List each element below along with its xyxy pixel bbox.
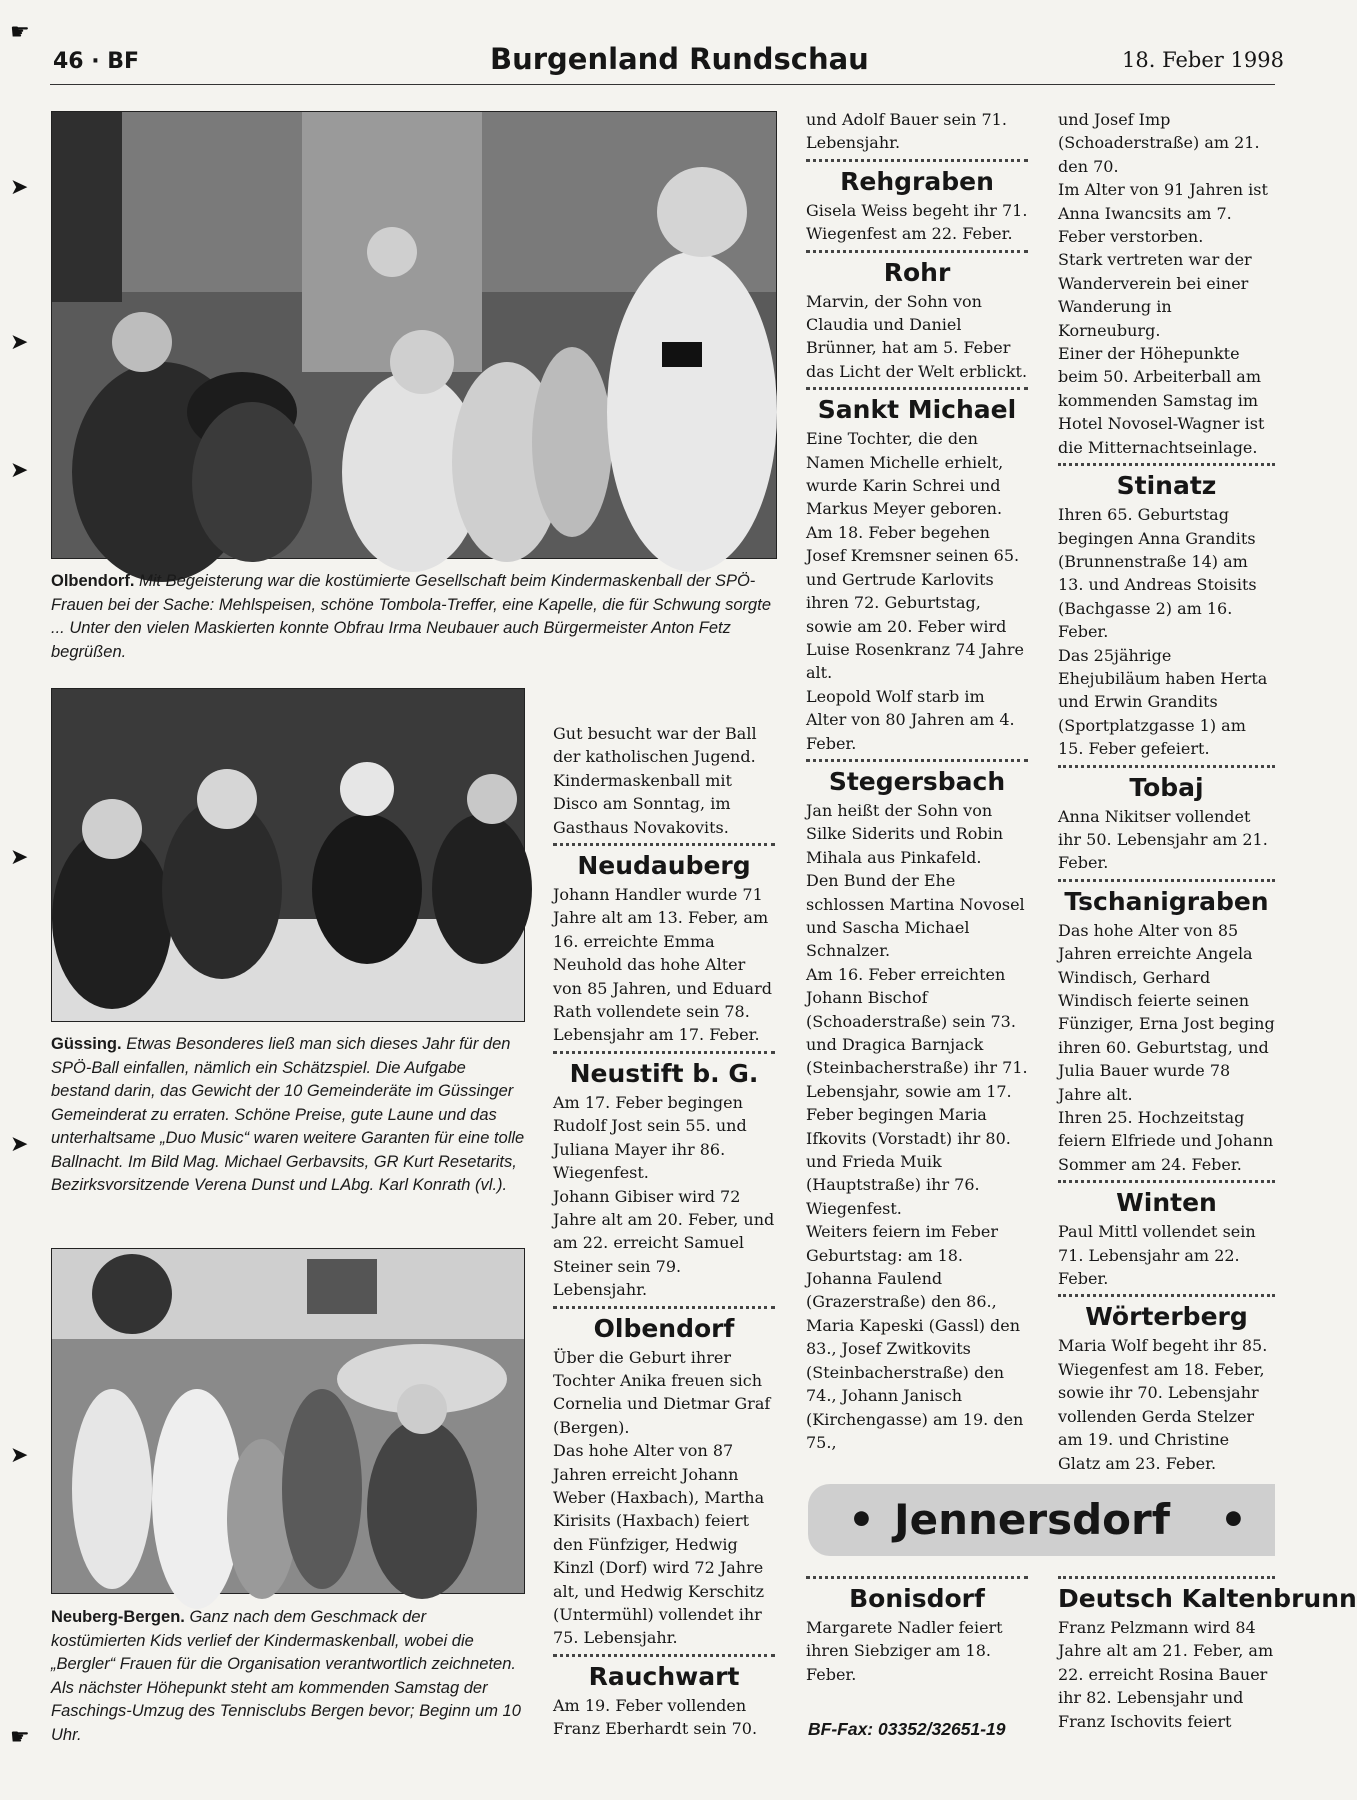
section-heading: Tschanigraben	[1064, 886, 1269, 916]
section-continuation	[1058, 108, 1275, 459]
section-heading: Stegersbach	[828, 766, 1006, 796]
punch-mark-icon: ➤	[10, 330, 29, 355]
section-olbendorf	[553, 1306, 775, 1650]
dotted-divider	[806, 1576, 1028, 1579]
section-rehgraben	[806, 159, 1028, 246]
news-paragraph: Anna Nikitser vollendet ihr 50. Lebensjahr am 21. Feber.	[1058, 806, 1268, 873]
section-heading: Sankt Michael	[817, 395, 1017, 425]
news-paragraph: und Josef Imp (Schoaderstraße) am 21. den 70.	[1058, 110, 1260, 176]
news-column-deutsch-kaltenbrunn	[1058, 1572, 1357, 1752]
news-paragraph: Ihren 25. Hochzeitstag feiern Elfriede und Johann Sommer am 24. Feber.	[1058, 1108, 1274, 1174]
news-paragraph: Am 18. Feber begehen Josef Kremsner seinen 65. und Gertrude Karlovits ihren 72. Geburtstag, sowie am 20. Feber wird Luise Rosenkranz 74 Jahre alt.	[806, 522, 1024, 683]
page-header	[50, 40, 1284, 85]
section-worterberg	[1058, 1294, 1275, 1474]
caption-text: Mit Begeisterung war die kostümierte Gesellschaft beim Kindermaskenball der SPÖ-Frauen bei der Sache: Mehlspeisen, schöne Tombola-Treffer, eine Kapelle, die für Schwung sorgte ... Unter den vielen Maskierten konnte Obfrau Irma Neubauer auch Bürgermeister Anton Fetz begrüßen.	[51, 572, 771, 661]
news-paragraph: Leopold Wolf starb im Alter von 80 Jahren am 4. Feber.	[806, 686, 1015, 753]
dotted-divider	[806, 387, 1028, 390]
section-heading: Rohr	[883, 257, 951, 287]
news-paragraph: Maria Wolf begeht ihr 85. Wiegenfest am 18. Feber, sowie ihr 70. Lebensjahr vollenden Gerda Stelzer am 19. und Christine Glatz am 23. Feber.	[1058, 1336, 1268, 1473]
section-heading: Rehgraben	[840, 166, 994, 196]
news-paragraph: Paul Mittl vollendet sein 71. Lebensjahr am 22. Feber.	[1058, 1222, 1256, 1289]
news-paragraph: Ihren 65. Geburtstag begingen Anna Grandits (Brunnenstraße 14) am 13. und Andreas Stoisits (Bachgasse 2) am 16. Feber.	[1058, 505, 1257, 642]
section-neudauberg	[553, 843, 775, 1047]
news-paragraph: Im Alter von 91 Jahren ist Anna Iwancsits am 7. Feber verstorben.	[1058, 180, 1268, 247]
dotted-divider	[553, 1654, 775, 1657]
caption-text: Ganz nach dem Geschmack der kostümierten Kids verlief der Kindermaskenball, wobei die „Bergler“ Frauen für die Organisation verantwortlich zeichneten. Als nächster Höhepunkt steht am kommenden Samstag der Faschings-Umzug des Tennisclubs Bergen bevor; Beginn um 10 Uhr.	[51, 1608, 521, 1744]
news-column-bonisdorf	[806, 1572, 1028, 1712]
news-paragraph: Das hohe Alter von 85 Jahren erreichte Angela Windisch, Gerhard Windisch feierte seinen Fünziger, Erna Jost beging ihren 60. Geburtstag, und Julia Bauer wurde 78 Jahre alt.	[1058, 920, 1275, 1104]
section-heading: Wörterberg	[1085, 1302, 1248, 1332]
caption-guessing	[51, 1033, 525, 1198]
caption-place: Neuberg-Bergen.	[51, 1608, 185, 1626]
section-heading: Neudauberg	[577, 851, 751, 881]
punch-mark-icon: ☛	[10, 20, 30, 45]
punch-mark-icon: ➤	[10, 845, 29, 870]
section-heading: Winten	[1116, 1188, 1217, 1218]
news-column-1	[553, 722, 775, 1739]
section-continuation	[806, 108, 1028, 155]
news-paragraph: Johann Gibiser wird 72 Jahre alt am 20. Feber, und am 22. erreicht Samuel Steiner sein 79. Lebensjahr.	[553, 1186, 775, 1300]
photo-neuberg-bergen-kids	[51, 1248, 525, 1594]
caption-olbendorf	[51, 570, 777, 664]
punch-mark-icon: ➤	[10, 1443, 29, 1468]
dotted-divider	[553, 843, 775, 846]
news-paragraph: Weiters feiern im Feber Geburtstag: am 18. Johanna Faulend (Grazerstraße) den 86., Maria Kapeski (Gassl) den 83., Josef Zwitkovits (Steinbacherstraße) den 74., Johann Janisch (Kirchengasse) am 19. den 75.,	[806, 1222, 1024, 1452]
dotted-divider	[1058, 463, 1275, 466]
news-paragraph: Jan heißt der Sohn von Silke Siderits und Robin Mihala aus Pinkafeld.	[806, 800, 1004, 867]
news-paragraph: Eine Tochter, die den Namen Michelle erhielt, wurde Karin Schrei und Markus Meyer geboren.	[806, 429, 1004, 519]
section-stinatz	[1058, 463, 1275, 760]
section-stegersbach	[806, 759, 1028, 1454]
fax-number: BF-Fax: 03352/32651-19	[808, 1719, 1006, 1739]
dotted-divider	[806, 159, 1028, 162]
photo-guessing-spoe-ball	[51, 688, 525, 1022]
section-tschanigraben	[1058, 879, 1275, 1176]
section-tobaj	[1058, 765, 1275, 875]
section-neustift-b-g	[553, 1051, 775, 1302]
dotted-divider	[1058, 1294, 1275, 1297]
news-paragraph: Gut besucht war der Ball der katholischen Jugend. Kindermaskenball mit Disco am Sonntag, im Gasthaus Novakovits.	[553, 724, 757, 837]
page-number: 46 · BF	[53, 49, 140, 74]
newspaper-title: Burgenland Rundschau	[490, 42, 869, 76]
section-heading: Bonisdorf	[849, 1584, 985, 1613]
section-heading: Olbendorf	[593, 1313, 735, 1343]
dotted-divider	[1058, 879, 1275, 882]
punch-mark-icon: ☛	[10, 1725, 30, 1750]
punch-mark-icon: ➤	[10, 458, 29, 483]
section-rauchwart	[553, 1654, 775, 1741]
dotted-divider	[806, 250, 1028, 253]
caption-place: Olbendorf.	[51, 572, 135, 590]
photo-olbendorf-masked-ball	[51, 111, 777, 559]
region-banner-jennersdorf	[808, 1484, 1275, 1556]
banner-bullet: •	[1220, 1495, 1247, 1544]
banner-title: Jennersdorf	[894, 1495, 1171, 1544]
caption-text: Etwas Besonderes ließ man sich dieses Jahr für den SPÖ-Ball einfallen, nämlich ein Schätzspiel. Die Aufgabe bestand darin, das Gewicht der 10 Gemeinderäte im Güssinger Gemeinderat zu erraten. Schöne Preise, gute Laune und das unterhaltsame „Duo Music“ waren weitere Garanten für eine tolle Ballnacht. Im Bild Mag. Michael Gerbavsits, GR Kurt Resetarits, Bezirksvorsitzende Verena Dunst und LAbg. Karl Konrath (vl.).	[51, 1035, 525, 1194]
news-paragraph: Franz Pelzmann wird 84 Jahre alt am 21. Feber, am 22. erreicht Rosina Bauer ihr 82. Lebensjahr und Franz Ischovits feiert	[1058, 1618, 1274, 1731]
section-heading: Tobaj	[1129, 772, 1204, 802]
news-paragraph: Margarete Nadler feiert ihren Siebziger am 18. Feber.	[806, 1618, 1003, 1684]
section-winten	[1058, 1180, 1275, 1290]
news-paragraph: Am 17. Feber begingen Rudolf Jost sein 55. und Juliana Mayer ihr 86. Wiegenfest.	[553, 1092, 747, 1183]
section-continuation	[553, 722, 775, 839]
news-paragraph: Über die Geburt ihrer Tochter Anika freuen sich Cornelia und Dietmar Graf (Bergen).	[553, 1347, 771, 1437]
news-paragraph: Das hohe Alter von 87 Jahren erreicht Johann Weber (Haxbach), Martha Kirisits (Haxbach) feiert den Fünfziger, Hedwig Kinzl (Dorf) wird 72 Jahre alt, und Hedwig Kerschitz (Untermühl) vollendet ihr 75. Lebensjahr.	[553, 1441, 765, 1648]
dotted-divider	[1058, 1576, 1275, 1579]
news-paragraph: Den Bund der Ehe schlossen Martina Novosel und Sascha Michael Schnalzer.	[806, 871, 1025, 961]
section-sankt-michael	[806, 387, 1028, 755]
punch-mark-icon: ➤	[10, 175, 29, 200]
section-rohr	[806, 250, 1028, 384]
news-paragraph: Gisela Weiss begeht ihr 71. Wiegenfest am 22. Feber.	[806, 200, 1028, 244]
dotted-divider	[1058, 765, 1275, 768]
news-paragraph: Das 25jährige Ehejubiläum haben Herta und Erwin Grandits (Sportplatzgasse 1) am 15. Feber gefeiert.	[1058, 645, 1268, 759]
section-heading: Stinatz	[1116, 471, 1217, 501]
news-paragraph: Marvin, der Sohn von Claudia und Daniel Brünner, hat am 5. Feber das Licht der Welt erblickt.	[806, 291, 1028, 381]
section-heading: Neustift b. G.	[569, 1058, 759, 1088]
dotted-divider	[1058, 1180, 1275, 1183]
caption-place: Güssing.	[51, 1035, 122, 1053]
section-deutsch-kaltenbrunn	[1058, 1576, 1357, 1733]
banner-bullet: •	[848, 1495, 875, 1544]
dotted-divider	[553, 1306, 775, 1309]
dotted-divider	[553, 1051, 775, 1054]
news-paragraph: Am 16. Feber erreichten Johann Bischof (Schoaderstraße) sein 73. und Dragica Barnjack (Steinbacherstraße) ihr 71. Lebensjahr, sowie am 17. Feber begingen Maria Ifkovits (Vorstadt) ihr 80. und Frieda Muik (Hauptstraße) ihr 76. Wiegenfest.	[806, 964, 1028, 1218]
caption-neuberg-bergen	[51, 1606, 525, 1747]
news-paragraph: und Adolf Bauer sein 71. Lebensjahr.	[806, 110, 1007, 153]
news-column-3	[1058, 108, 1275, 1473]
news-paragraph: Stark vertreten war der Wanderverein bei einer Wanderung in Korneuburg.	[1058, 250, 1252, 340]
dotted-divider	[806, 759, 1028, 762]
issue-date: 18. Feber 1998	[1122, 48, 1284, 72]
news-column-2	[806, 108, 1028, 1468]
section-heading: Deutsch Kaltenbrunn	[1058, 1584, 1357, 1613]
news-paragraph: Einer der Höhepunkte beim 50. Arbeiterball am kommenden Samstag im Hotel Novosel-Wagner ist die Mitternachtseinlage.	[1058, 344, 1265, 457]
news-paragraph: Am 19. Feber vollenden Franz Eberhardt sein 70.	[553, 1695, 758, 1739]
punch-mark-icon: ➤	[10, 1132, 29, 1157]
news-paragraph: Johann Handler wurde 71 Jahre alt am 13. Feber, am 16. erreichte Emma Neuhold das hohe Alter von 85 Jahren, und Eduard Rath vollendete sein 78. Lebensjahr am 17. Feber.	[553, 885, 772, 1045]
section-heading: Rauchwart	[588, 1661, 740, 1691]
section-bonisdorf	[806, 1576, 1028, 1686]
